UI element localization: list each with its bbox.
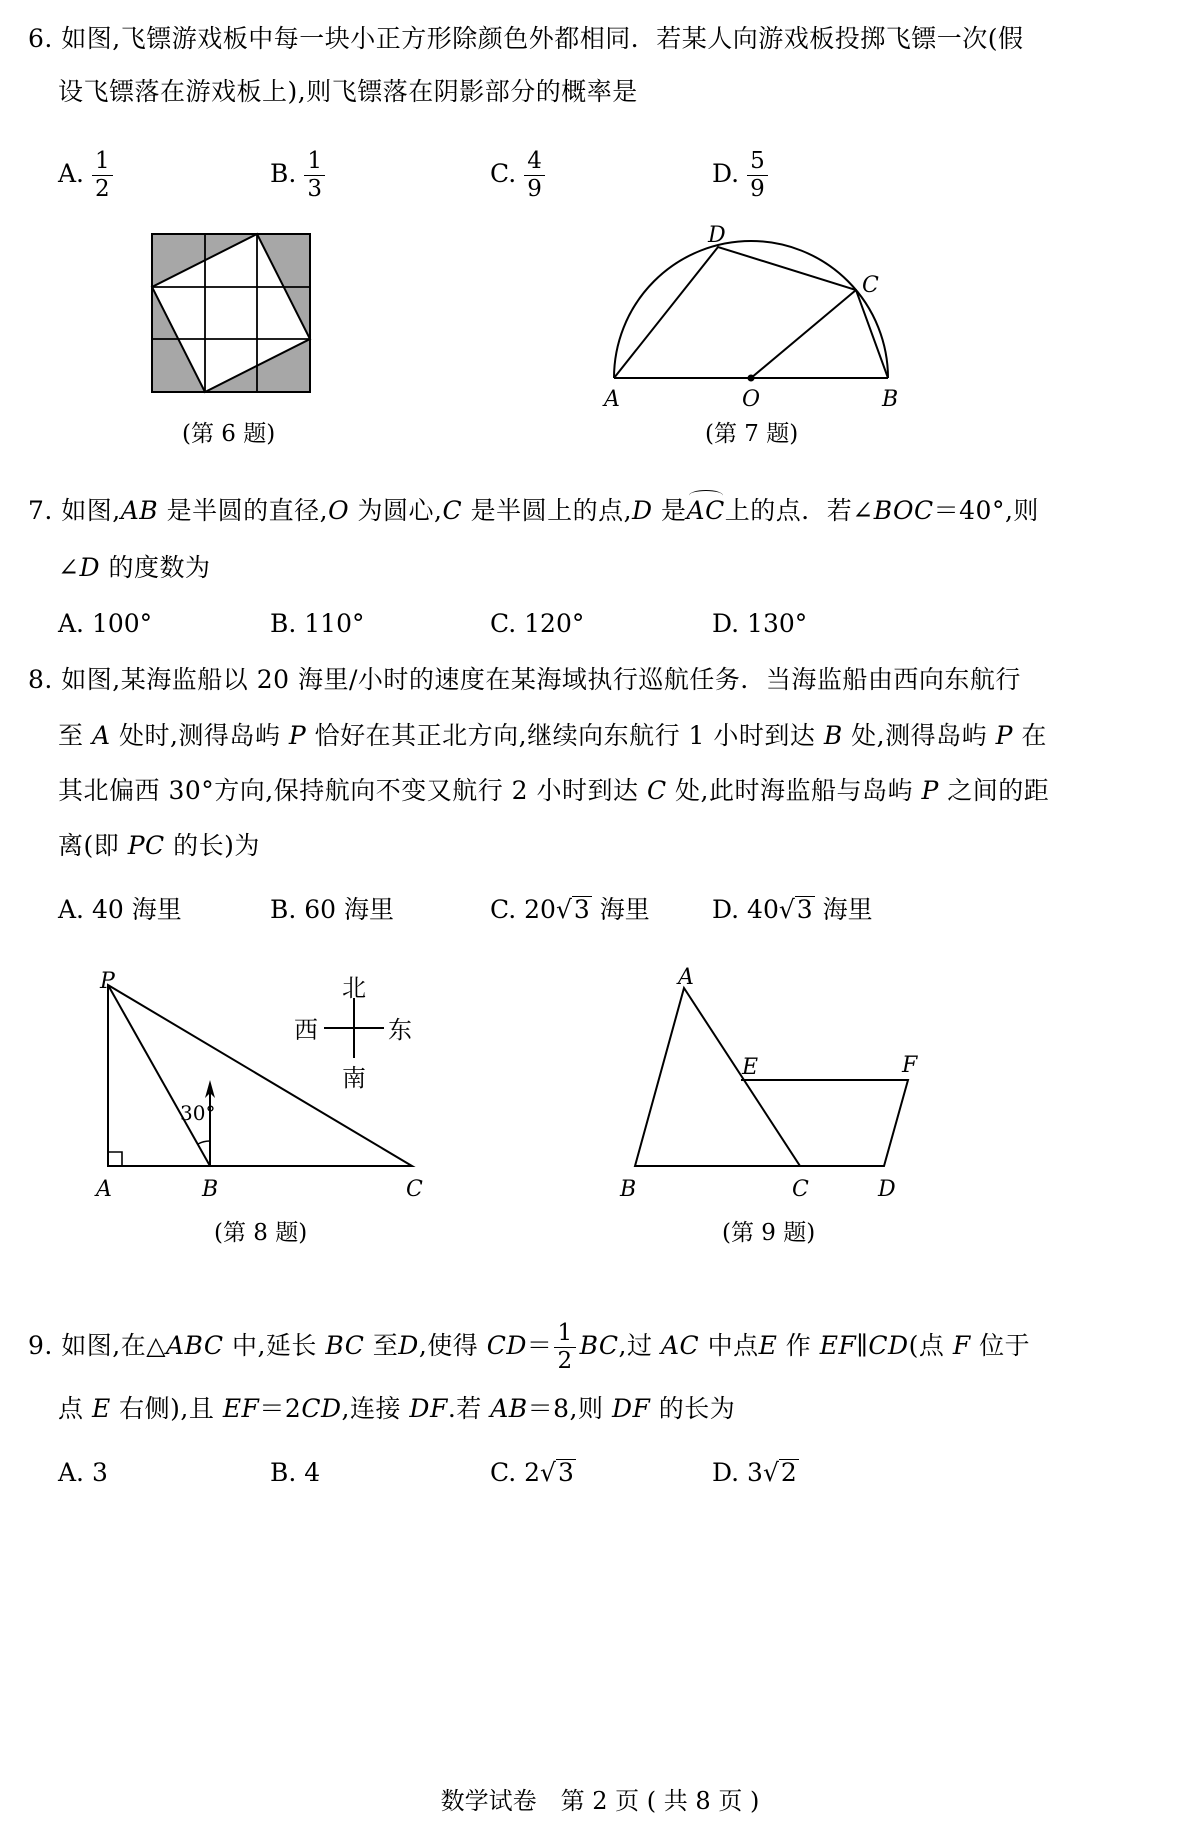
- label-a: A: [678, 965, 694, 990]
- q9-text-line1: 9. 如图,在△ABC 中,延长 BC 至D,使得 CD＝ $\frac{1}{2}$ BC,过 AC 中点E 作 EF∥CD(点 F 位于: [28, 1320, 1031, 1374]
- q9-option-d: D. 3√2: [712, 1458, 797, 1487]
- q6-option-d: D. $\frac{5}{9}$: [712, 148, 768, 203]
- q7-option-a: A. 100°: [58, 609, 153, 638]
- q8-option-b: B. 60 海里: [270, 895, 395, 924]
- triangle-abc: [635, 988, 800, 1166]
- q8-text-line1: 8. 如图,某海监船以 20 海里/小时的速度在某海域执行巡航任务．当海监船由西向东航行: [28, 665, 1021, 694]
- q8-option-a: A. 40 海里: [58, 895, 182, 924]
- figure-9-triangle: [610, 960, 930, 1210]
- q6-text-line2: 设飞镖落在游戏板上),则飞镖落在阴影部分的概率是: [58, 77, 638, 106]
- q7-option-c: C. 120°: [490, 609, 585, 638]
- q6-option-c: C. $\frac{4}{9}$: [490, 148, 545, 203]
- q6-option-b: B. $\frac{1}{3}$: [270, 148, 325, 203]
- segment-pb: [108, 985, 210, 1166]
- q7-option-b: B. 110°: [270, 609, 365, 638]
- q8-text-line4: 离(即 PC 的长)为: [58, 831, 260, 860]
- label-angle-30: 30°: [180, 1101, 216, 1125]
- label-c: C: [792, 1177, 809, 1202]
- label-a: A: [604, 387, 620, 412]
- center-point-o: [748, 375, 755, 382]
- figure-8-caption: (第 8 题): [214, 1220, 308, 1246]
- page-footer: 数学试卷 第 2 页 ( 共 8 页 ): [440, 1787, 760, 1815]
- figure-7-caption: (第 7 题): [705, 421, 799, 447]
- compass-south: 南: [342, 1064, 366, 1092]
- label-a: A: [96, 1177, 112, 1202]
- label-e: E: [742, 1055, 759, 1080]
- label-c: C: [406, 1177, 423, 1202]
- figure-7-semicircle: [600, 220, 910, 420]
- angle-arc-30: [198, 1141, 210, 1144]
- q6-option-a: A. $\frac{1}{2}$: [58, 148, 113, 203]
- q6-text-line1: 6. 如图,飞镖游戏板中每一块小正方形除颜色外都相同．若某人向游戏板投掷飞镖一次(假: [28, 24, 1024, 53]
- label-c: C: [862, 273, 879, 298]
- q9-option-a: A. 3: [58, 1458, 108, 1487]
- compass-west: 西: [294, 1016, 318, 1044]
- label-d: D: [878, 1177, 896, 1202]
- label-b: B: [202, 1177, 219, 1202]
- q7-text-line2: ∠D 的度数为: [58, 553, 211, 582]
- label-f: F: [902, 1053, 918, 1078]
- right-angle-mark: [108, 1152, 122, 1166]
- q9-text-line2: 点 E 右侧),且 EF＝2CD,连接 DF.若 AB＝8,则 DF 的长为: [58, 1394, 736, 1423]
- radius-oc: [751, 290, 856, 378]
- label-p: P: [100, 969, 115, 994]
- figure-6-caption: (第 6 题): [182, 421, 276, 447]
- q8-option-d: D. 40√3 海里: [712, 895, 873, 924]
- label-b: B: [620, 1177, 637, 1202]
- chords-adcb: [614, 247, 888, 378]
- label-b: B: [882, 387, 899, 412]
- label-o: O: [742, 387, 761, 412]
- quad-cdfe: [741, 1080, 908, 1166]
- q7-option-d: D. 130°: [712, 609, 808, 638]
- q7-text-line1: 7. 如图,AB 是半圆的直径,O 为圆心,C 是半圆上的点,D 是AC上的点．若∠BOC＝40°,则: [28, 494, 1039, 528]
- q8-text-line3: 其北偏西 30°方向,保持航向不变又航行 2 小时到达 C 处,此时海监船与岛屿 P 之间的距: [58, 776, 1050, 805]
- q9-option-b: B. 4: [270, 1458, 321, 1487]
- compass-east: 东: [388, 1016, 412, 1044]
- q9-option-c: C. 2√3: [490, 1458, 574, 1487]
- semicircle-arc: [614, 241, 888, 378]
- q8-text-line2: 至 A 处时,测得岛屿 P 恰好在其正北方向,继续向东航行 1 小时到达 B 处,测得岛屿 P 在: [58, 721, 1047, 750]
- q8-option-c: C. 20√3 海里: [490, 895, 650, 924]
- label-d: D: [708, 223, 726, 248]
- compass-diagram: [290, 968, 420, 1098]
- figure-9-caption: (第 9 题): [722, 1220, 816, 1246]
- compass-north: 北: [342, 974, 366, 1002]
- figure-6-dartboard: [150, 232, 314, 396]
- arc-ac: AC: [687, 494, 725, 528]
